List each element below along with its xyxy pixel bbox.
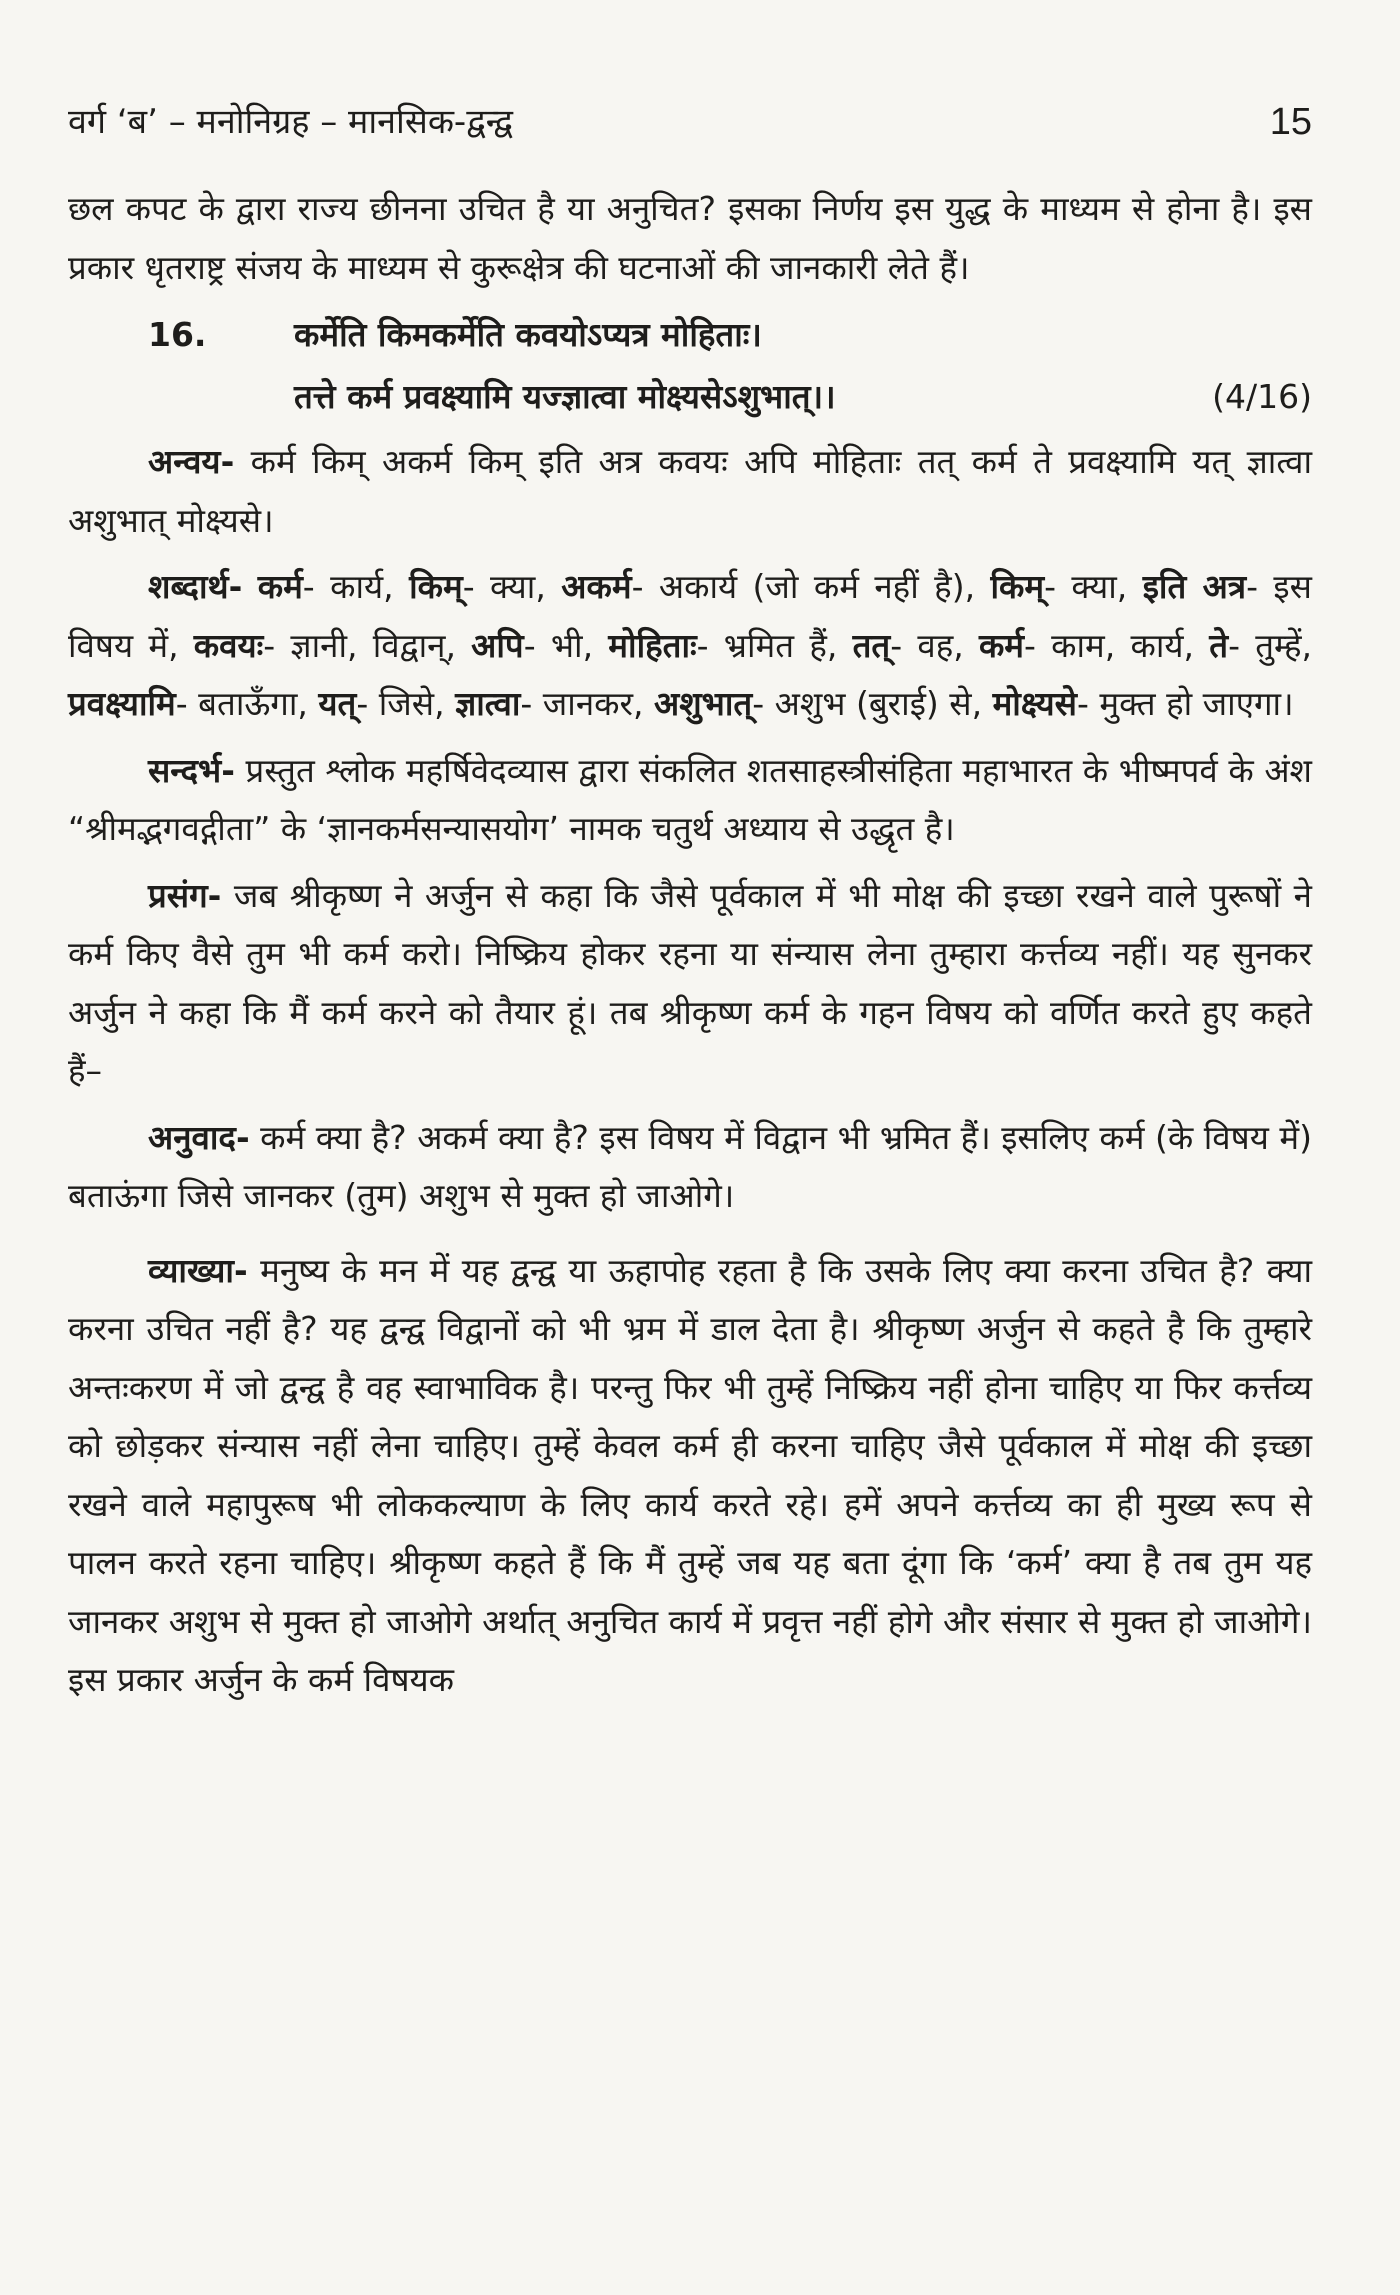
verse-block: [68, 305, 1312, 433]
shabdarth-meaning: - वह,: [890, 625, 979, 665]
page-body: [68, 180, 1312, 1710]
shabdarth-meaning: - अकार्य (जो कर्म नहीं है),: [631, 567, 991, 606]
shabdarth-term: इति अत्र: [1142, 567, 1247, 606]
shabdarth-term: तत्: [852, 625, 891, 665]
intro-paragraph: छल कपट के द्वारा राज्य छीनना उचित है या अनुचित? इसका निर्णय इस युद्ध के माध्यम से होना है। इस प्रकार धृतराष्ट्र संजय के माध्यम से कुरूक्षेत्र की घटनाओं की जानकारी लेते हैं।: [68, 189, 1312, 287]
vyakhya-label: व्याख्या-: [148, 1250, 248, 1290]
shabdarth-term: कर्म: [978, 625, 1025, 665]
shabdarth-term: किम्: [409, 567, 463, 606]
running-header: [68, 92, 1312, 152]
shabdarth-term: मोहिताः: [608, 625, 697, 665]
verse-line-1: कर्मेति किमकर्मेति कवयोऽप्यत्र मोहिताः।: [294, 315, 762, 354]
shabdarth-meaning: - जिसे,: [356, 684, 456, 723]
shabdarth-meaning: - भी,: [523, 625, 609, 665]
shabdarth-paragraph: [68, 558, 1312, 734]
anvaya-paragraph: [68, 433, 1312, 550]
prasang-text: जब श्रीकृष्ण ने अर्जुन से कहा कि जैसे पूर्वकाल में भी मोक्ष की इच्छा रखने वाले पुरूषों ने कर्म किए वैसे तुम भी कर्म करो। निष्क्रिय होकर रहना या संन्यास लेना तुम्हारा कर्त्तव्य नहीं। यह सुनकर अर्जुन ने कहा कि मैं कर्म करने को तैयार हूं। तब श्रीकृष्ण कर्म के गहन विषय को वर्णित करते हुए कहते हैं–: [68, 875, 1312, 1090]
shabdarth-meaning: - बताऊँगा,: [175, 684, 319, 723]
sandarbh-label: सन्दर्भ-: [148, 750, 235, 790]
shabdarth-meaning: - क्या,: [1044, 567, 1143, 606]
shabdarth-term: यत्: [318, 684, 357, 723]
shabdarth-term: कर्म: [257, 567, 303, 606]
shabdarth-meaning: - कार्य,: [302, 567, 410, 606]
shabdarth-meaning: - क्या,: [462, 567, 562, 606]
shabdarth-meaning: - जानकर,: [520, 684, 654, 723]
shabdarth-term: अपि: [471, 625, 524, 665]
vyakhya-text: मनुष्य के मन में यह द्वन्द्व या ऊहापोह रहता है कि उसके लिए क्या करना उचित है? क्या करना उचित नहीं है? यह द्वन्द्व विद्वानों को भी भ्रम में डाल देता है। श्रीकृष्ण अर्जुन से कहते है कि तुम्हारे अन्तःकरण में जो द्वन्द्व है वह स्वाभाविक है। परन्तु फिर भी तुम्हें निष्क्रिय नहीं होना चाहिए या फिर कर्त्तव्य को छोड़कर संन्यास नहीं लेना चाहिए। तुम्हें केवल कर्म ही करना चाहिए जैसे पूर्वकाल में मोक्ष की इच्छा रखने वाले महापुरूष भी लोककल्याण के लिए कार्य करते रहे। हमें अपने कर्त्तव्य का ही मुख्य रूप से पालन करते रहना चाहिए। श्रीकृष्ण कहते हैं कि मैं तुम्हें जब यह बता दूंगा कि ‘कर्म’ क्या है तब तुम यह जानकर अशुभ से मुक्त हो जाओगे अर्थात् अनुचित कार्य में प्रवृत्त नहीं होगे और संसार से मुक्त हो जाओगे। इस प्रकार अर्जुन के कर्म विषयक: [68, 1250, 1313, 1699]
shabdarth-items: [68, 567, 1312, 723]
prasang-paragraph: [68, 867, 1312, 1101]
anuvad-label: अनुवाद-: [148, 1117, 250, 1157]
shabdarth-meaning: - ज्ञानी, विद्वान्,: [263, 625, 472, 665]
anvaya-text: कर्म किम् अकर्म किम् इति अत्र कवयः अपि मोहिताः तत् कर्म ते प्रवक्ष्यामि यत् ज्ञात्वा अशुभात् मोक्ष्यसे।: [68, 442, 1312, 540]
page-number: 15: [1269, 101, 1312, 143]
sandarbh-text: प्रस्तुत श्लोक महर्षिवेदव्यास द्वारा संकलित शतसाहस्त्रीसंहिता महाभारत के भीष्मपर्व के अंश “श्रीमद्भगवद्गीता” के ‘ज्ञानकर्मसन्यासयोग’ नामक चतुर्थ अध्याय से उद्धृत है।: [68, 750, 1312, 848]
shabdarth-meaning: - तुम्हें,: [1228, 625, 1313, 665]
shabdarth-term: अशुभात्: [653, 684, 753, 723]
shabdarth-term: अकर्म: [561, 567, 632, 606]
shabdarth-term: ते: [1209, 625, 1229, 665]
shabdarth-meaning: - काम, कार्य,: [1024, 625, 1210, 665]
sandarbh-paragraph: [68, 742, 1312, 859]
shabdarth-meaning: - भ्रमित हैं,: [696, 625, 853, 665]
prasang-label: प्रसंग-: [148, 875, 222, 915]
shabdarth-term: किम्: [990, 567, 1045, 606]
shabdarth-term: ज्ञात्वा: [455, 684, 521, 723]
verse-number: 16.: [148, 315, 207, 354]
shabdarth-meaning: - अशुभ (बुराई) से,: [752, 684, 993, 723]
anvaya-label: अन्वय-: [148, 442, 235, 481]
vyakhya-paragraph: [68, 1242, 1312, 1710]
header-title: वर्ग ‘ब’ – मनोनिग्रह – मानसिक-द्वन्द्व: [68, 102, 513, 142]
shabdarth-meaning: - मुक्त हो जाएगा।: [1076, 684, 1294, 723]
shabdarth-term: मोक्ष्यसे: [992, 684, 1077, 723]
shabdarth-term: प्रवक्ष्यामि: [68, 684, 176, 723]
shabdarth-label: शब्दार्थ-: [148, 567, 243, 606]
anuvad-text: कर्म क्या है? अकर्म क्या है? इस विषय में विद्वान भी भ्रमित हैं। इसलिए कर्म (के विषय में) बताऊंगा जिसे जानकर (तुम) अशुभ से मुक्त हो जाओगे।: [68, 1117, 1312, 1215]
verse-reference: (4/16): [1212, 377, 1312, 416]
verse-line-2: तत्ते कर्म प्रवक्ष्यामि यज्ज्ञात्वा मोक्ष्यसेऽशुभात्।।: [294, 377, 836, 416]
anuvad-paragraph: [68, 1109, 1312, 1226]
shabdarth-meaning: - इस विषय में,: [68, 567, 1312, 665]
shabdarth-term: कवयः: [193, 625, 264, 665]
